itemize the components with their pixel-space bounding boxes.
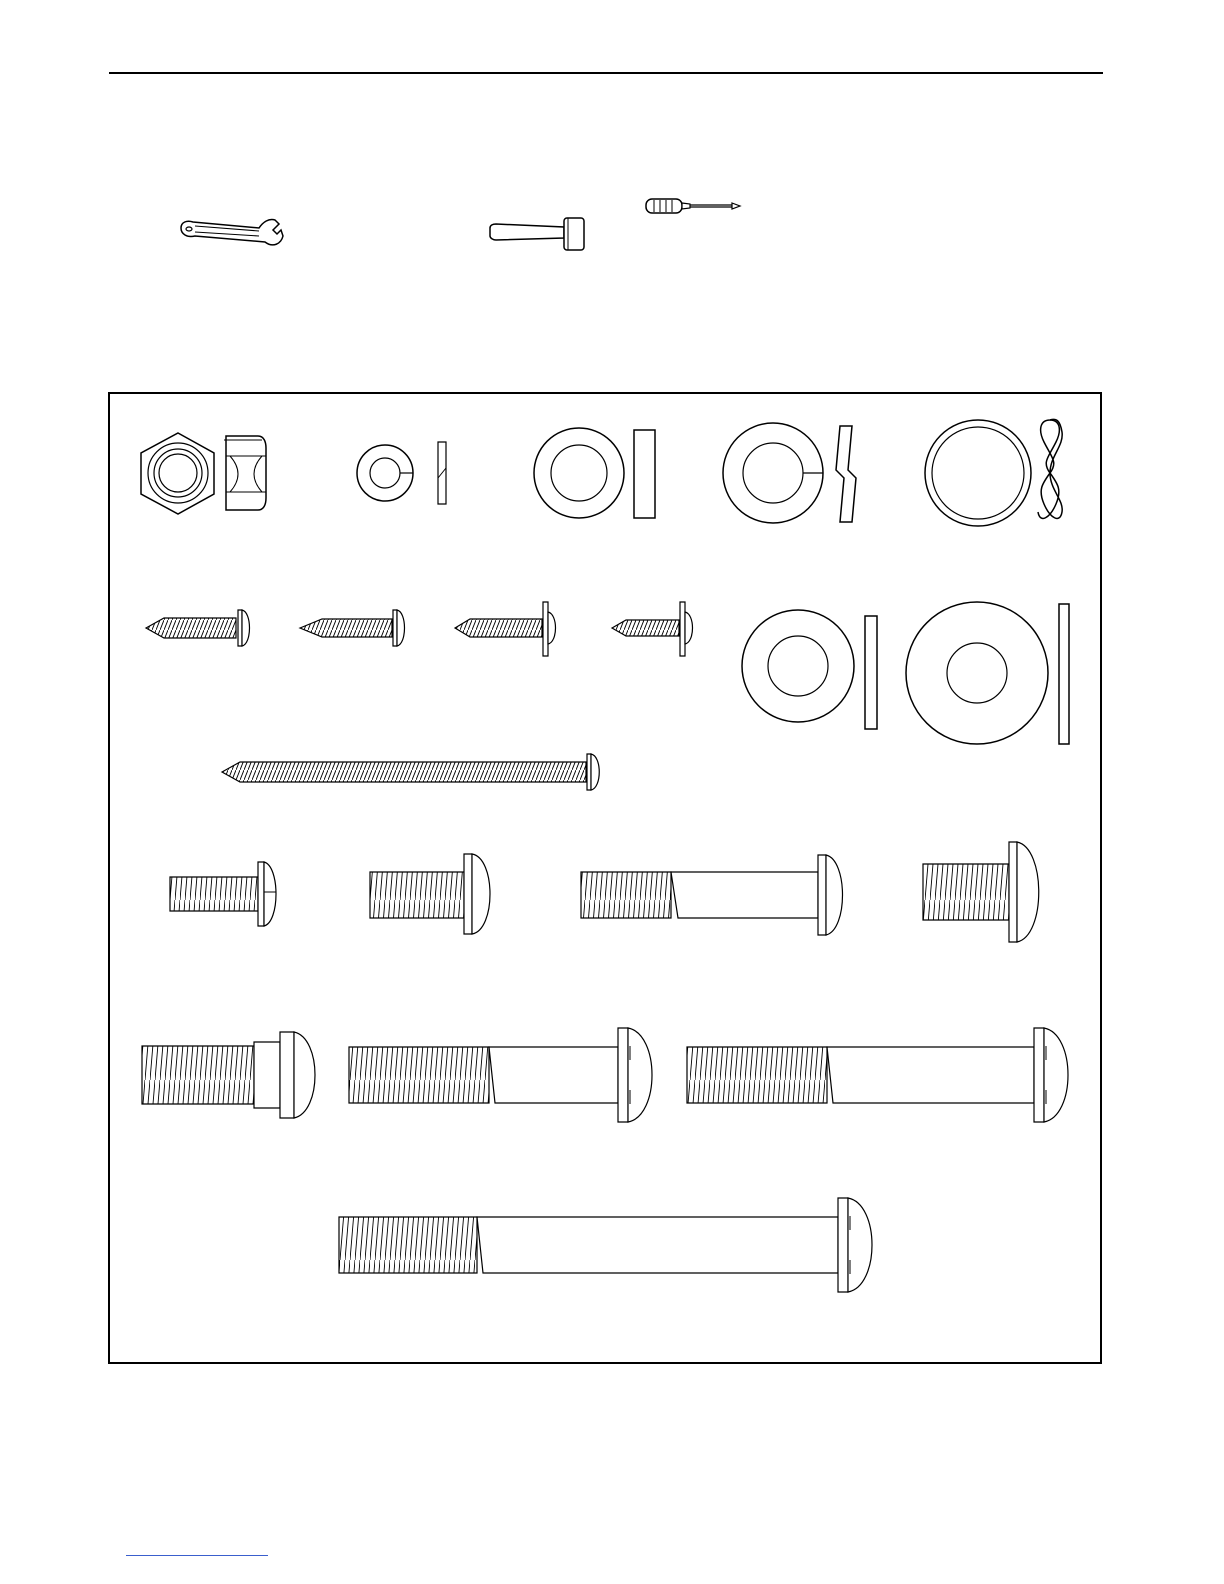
flat-washer-icon: [534, 428, 655, 518]
large-flat-washer-icon: [742, 610, 877, 729]
button-bolt-icon: [370, 854, 490, 934]
long-screw-icon: [222, 754, 599, 790]
shoulder-bolt-icon: [581, 855, 843, 935]
phillips-screwdriver-icon: [646, 199, 740, 213]
hardware-parts-panel: [108, 392, 1102, 1364]
hardware-parts-drawing: [110, 394, 1100, 1362]
wave-clip-ring-icon: [925, 419, 1062, 526]
nylon-locknut-icon: [141, 433, 266, 514]
rubber-mallet-icon: [490, 218, 584, 250]
screw-icon: [146, 610, 250, 646]
shoulder-bolt-icon: [687, 1028, 1068, 1122]
small-split-washer-icon: [357, 442, 446, 504]
shoulder-bolt-icon: [349, 1028, 652, 1122]
screw-icon: [300, 610, 405, 646]
footer-link-underline[interactable]: [126, 1555, 268, 1556]
flange-screw-icon: [612, 602, 693, 656]
collar-bolt-icon: [142, 1032, 315, 1118]
split-washer-icon: [723, 423, 856, 523]
button-bolt-icon: [923, 842, 1039, 942]
flange-screw-icon: [455, 602, 556, 656]
tools-row: [0, 0, 1224, 300]
adjustable-wrench-icon: [181, 219, 283, 244]
long-shoulder-bolt-icon: [339, 1198, 872, 1292]
button-bolt-icon: [170, 862, 276, 926]
large-flat-washer-icon: [906, 602, 1069, 744]
